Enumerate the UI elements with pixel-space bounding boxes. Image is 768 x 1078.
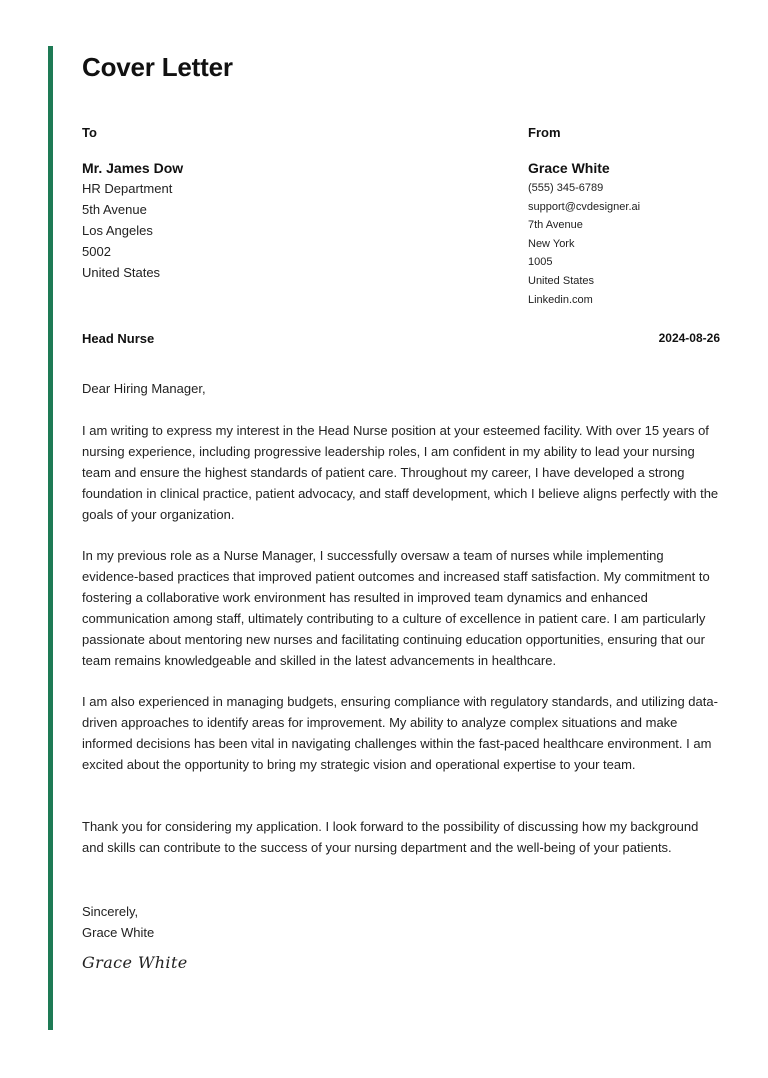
- recipient-label: To: [82, 125, 97, 140]
- recipient-city: Los Angeles: [82, 223, 153, 238]
- sender-postcode: 1005: [528, 256, 553, 269]
- body-paragraph-4: Thank you for considering my application. I look forward to the possibility of discussing how my background and skills can contribute to the success of your nursing department and the well-being of your patients.: [82, 819, 699, 855]
- page-title: Cover Letter: [82, 52, 233, 82]
- sender-name: Grace White: [528, 160, 610, 176]
- recipient-name: Mr. James Dow: [82, 160, 184, 176]
- letter-date: 2024-08-26: [658, 331, 720, 345]
- sender-country: United States: [528, 274, 595, 287]
- handwritten-signature: Grace White: [82, 953, 188, 972]
- sender-city: New York: [528, 237, 575, 250]
- sender-street: 7th Avenue: [528, 219, 583, 232]
- recipient-country: United States: [82, 265, 161, 280]
- sender-contact: [528, 179, 640, 309]
- body-paragraph-3: I am also experienced in managing budgets, ensuring compliance with regulatory standards, and utilizing data-driven approaches to identify areas for improvement. My ability to analyze complex situations and make informed decisions has been vital in navigating challenges within the fast-paced healthcare environment. I am excited about the opportunity to bring my strategic vision and operational expertise to your team.: [82, 694, 718, 772]
- sender-phone: (555) 345-6789: [528, 182, 604, 194]
- job-position: Head Nurse: [82, 331, 155, 346]
- closing-phrase: Sincerely,: [82, 904, 139, 919]
- greeting: Dear Hiring Manager,: [82, 381, 206, 396]
- sender-linkedin: Linkedin.com: [528, 293, 593, 306]
- body-paragraph-2: In my previous role as a Nurse Manager, I successfully oversaw a team of nurses while implementing evidence-based practices that improved patient outcomes and increased staff satisfaction. My commitment to fostering a collaborative work environment has resulted in improved team dynamics and enhanced communication among staff, ultimately contributing to a culture of excellence in patient care. I am particularly passionate about mentoring new nurses and facilitating continuing education opportunities, ensuring that our team remains knowledgeable and skilled in the latest advancements in healthcare.: [82, 548, 710, 668]
- recipient-department: HR Department: [82, 181, 173, 196]
- recipient-postcode: 5002: [82, 244, 111, 259]
- body-paragraph-1: I am writing to express my interest in the Head Nurse position at your esteemed facility. With over 15 years of nursing experience, including progressive leadership roles, I am confident in my ability to lead your nursing team and ensure the highest standards of patient care. Throughout my career, I have developed a strong foundation in clinical practice, patient advocacy, and staff development, which I believe aligns perfectly with the goals of your organization.: [82, 423, 719, 522]
- accent-bar: [48, 46, 53, 1030]
- recipient-address: [82, 178, 172, 283]
- recipient-street: 5th Avenue: [82, 202, 147, 217]
- sender-email: support@cvdesigner.ai: [528, 200, 641, 213]
- closing-block: [82, 901, 154, 943]
- signoff-name: Grace White: [82, 925, 155, 940]
- sender-label: From: [528, 125, 561, 140]
